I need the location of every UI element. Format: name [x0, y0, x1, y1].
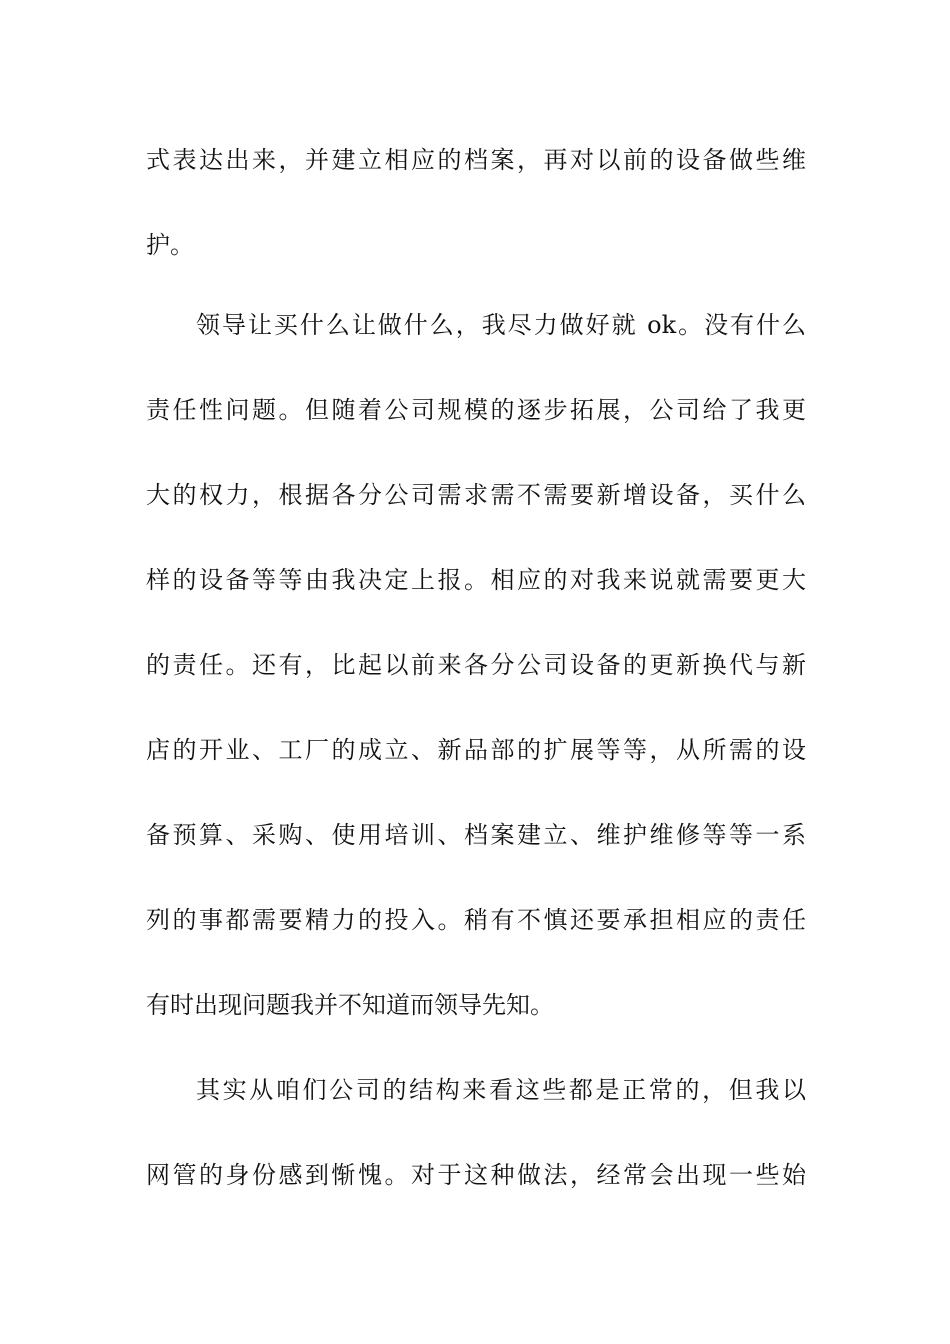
text-line-9: 备预算、采购、使用培训、档案建立、维护维修等等一系: [146, 821, 806, 849]
text-line-13: 网管的身份感到惭愧。对于这种做法，经常会出现一些始: [146, 1161, 806, 1189]
text-line-12: 其实从咱们公司的结构来看这些都是正常的，但我以: [196, 1076, 806, 1104]
text-line-5: 大的权力，根据各分公司需求需不需要新增设备，买什么: [146, 481, 806, 509]
text-line-2: 护。: [146, 231, 194, 259]
text-line-10: 列的事都需要精力的投入。稍有不慎还要承担相应的责任: [146, 906, 806, 934]
text-line-1: 式表达出来，并建立相应的档案，再对以前的设备做些维: [146, 146, 806, 174]
text-line-7: 的责任。还有，比起以前来各分公司设备的更新换代与新: [146, 651, 806, 679]
text-line-11: 有时出现问题我并不知道而领导先知。: [146, 991, 554, 1019]
text-line-6: 样的设备等等由我决定上报。相应的对我来说就需要更大: [146, 566, 806, 594]
text-line-3: 领导让买什么让做什么，我尽力做好就 ok。没有什么: [196, 311, 806, 339]
text-line-8: 店的开业、工厂的成立、新品部的扩展等等，从所需的设: [146, 736, 806, 764]
text-line-4: 责任性问题。但随着公司规模的逐步拓展，公司给了我更: [146, 396, 806, 424]
